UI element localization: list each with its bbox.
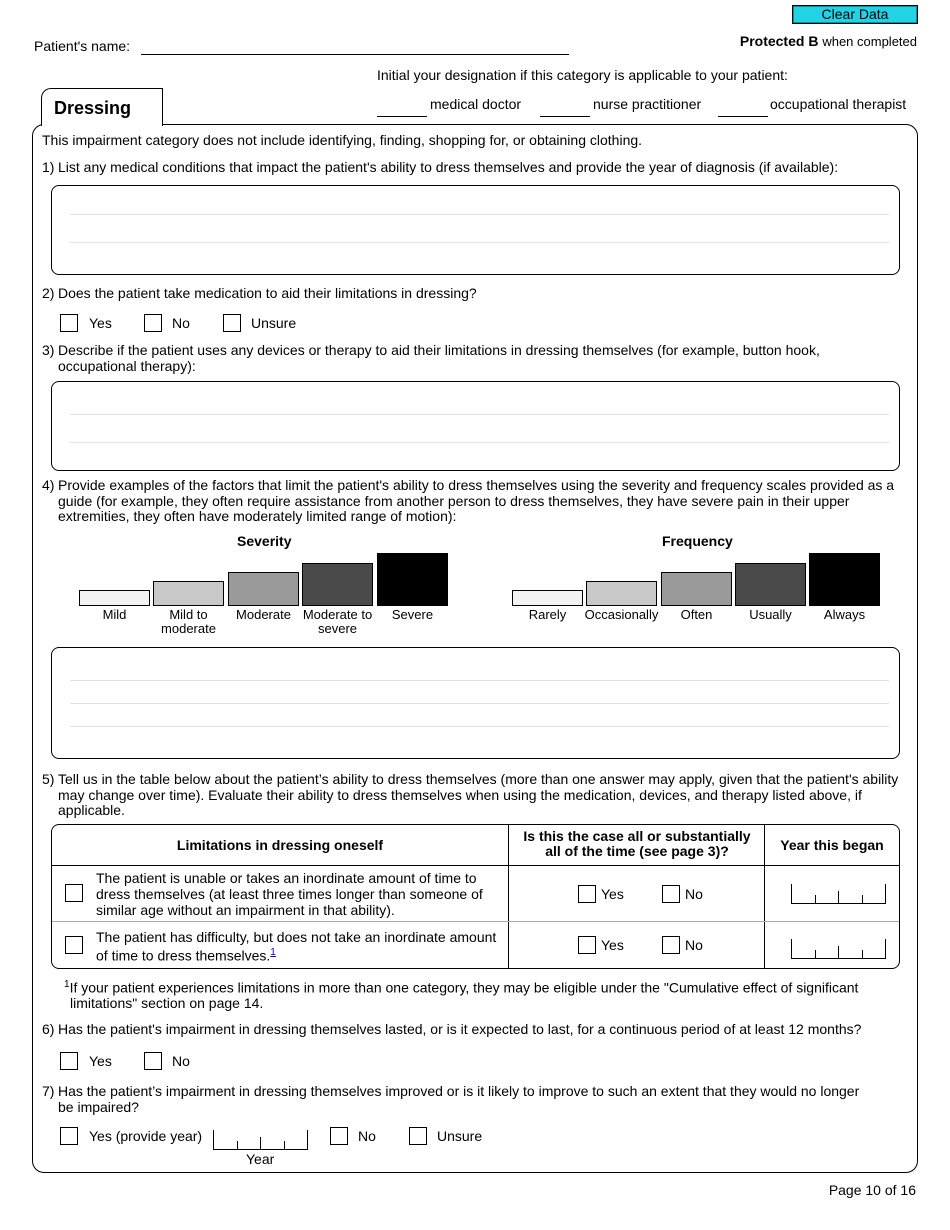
table-header-year-began: Year this began: [780, 837, 884, 853]
footnote: [64, 977, 904, 1011]
improve-no-label: No: [358, 1128, 376, 1144]
patient-name-field[interactable]: [141, 38, 569, 55]
duration-yes-checkbox[interactable]: [60, 1052, 78, 1070]
row2-limitation-checkbox[interactable]: [65, 936, 83, 954]
question-number: 4): [42, 477, 55, 493]
question-text: Does the patient take medication to aid their limitations in dressing?: [58, 285, 477, 301]
table-header-limitations: Limitations in dressing oneself: [176, 837, 384, 853]
row2-no-checkbox[interactable]: [662, 936, 680, 954]
question-number: 6): [42, 1021, 55, 1037]
row1-yes-checkbox[interactable]: [578, 885, 596, 903]
severity-title: Severity: [237, 533, 292, 549]
improve-no-checkbox[interactable]: [330, 1127, 348, 1145]
question-2: [42, 286, 912, 302]
frequency-label-usually: Usually: [749, 607, 792, 622]
initial-field-nurse-practitioner[interactable]: [540, 99, 590, 117]
row2-year-input[interactable]: [791, 939, 886, 959]
question-text-line-2: occupational therapy):: [58, 357, 196, 374]
table-header-all-of-the-time: Is this the case all or substantially all of the time (see page 3)?: [523, 828, 751, 859]
question-number: 3): [42, 342, 55, 358]
severity-label-mild: Mild: [102, 607, 127, 622]
frequency-bar-rarely: [512, 590, 583, 606]
question-text-line-1: Has the patient’s impairment in dressing themselves improved or is it likely to improve to such an extent that they would no longer: [58, 1083, 860, 1099]
question-number: 1): [42, 159, 55, 175]
designation-prompt: Initial your designation if this category is applicable to your patient:: [377, 67, 788, 83]
question-number: 2): [42, 285, 55, 301]
row1-yes-label: Yes: [601, 886, 624, 902]
section-tab: [41, 88, 163, 126]
question-4: [42, 478, 912, 525]
frequency-bar-occasionally: [586, 581, 657, 606]
question-6: [42, 1022, 912, 1038]
row1-no-label: No: [685, 886, 703, 902]
question-text: Has the patient's impairment in dressing themselves lasted, or is it expected to last, for a continuous period of at least 12 months?: [58, 1021, 862, 1037]
severity-bar-moderate: [228, 572, 299, 606]
clear-data-button[interactable]: Clear Data: [792, 5, 918, 24]
protected-strong: Protected B: [739, 33, 819, 49]
section-intro: This impairment category does not include identifying, finding, shopping for, or obtaining clothing.: [42, 132, 643, 148]
footnote-line-1: If your patient experiences limitations in more than one category, they may be eligible under the "Cumulative effect of significant: [69, 979, 859, 996]
severity-bar-moderate-to-severe: [302, 563, 373, 606]
medication-yes-checkbox[interactable]: [60, 314, 78, 332]
medication-yes-label: Yes: [89, 315, 112, 331]
designation-medical-doctor: medical doctor: [430, 96, 522, 112]
limiting-factors-textarea[interactable]: [51, 647, 900, 759]
initial-field-medical-doctor[interactable]: [377, 99, 427, 117]
question-text-line-2: be impaired?: [58, 1098, 139, 1115]
duration-no-label: No: [172, 1053, 190, 1069]
protected-rest: when completed: [822, 34, 917, 49]
row1-year-input[interactable]: [791, 884, 886, 904]
question-5: [42, 772, 912, 819]
medication-unsure-label: Unsure: [251, 315, 297, 331]
designation-nurse-practitioner: nurse practitioner: [593, 96, 702, 112]
medication-no-checkbox[interactable]: [144, 314, 162, 332]
severity-bar-mild: [79, 590, 150, 606]
improve-year-input[interactable]: [213, 1130, 308, 1150]
limitations-table: [51, 824, 900, 969]
question-text-line-1: Describe if the patient uses any devices or therapy to aid their limitations in dressing themselves (for example, button hook,: [58, 342, 820, 358]
question-text-line-3: applicable.: [58, 802, 125, 818]
frequency-bar-always: [809, 553, 880, 606]
row2-limitation-text-body: The patient has difficulty, but does not take an inordinate amount of time to dress themselves.: [96, 929, 497, 964]
question-text-line-1: Provide examples of the factors that limit the patient's ability to dress themselves using the severity and frequency scales provided as a: [58, 477, 895, 493]
row1-no-checkbox[interactable]: [662, 885, 680, 903]
footnote-link[interactable]: 1: [270, 947, 276, 958]
footnote-line-2: limitations" section on page 14.: [70, 994, 264, 1011]
question-text-line-3: extremities, they often have moderately limited range of motion):: [58, 508, 457, 524]
question-number: 5): [42, 771, 55, 787]
row1-limitation-text: The patient is unable or takes an inordinate amount of time to dress themselves (at least three times longer than someone of similar age without an impairment in that ability).: [96, 870, 483, 918]
row2-yes-label: Yes: [601, 937, 624, 953]
duration-yes-label: Yes: [89, 1053, 112, 1069]
section-title: Dressing: [54, 98, 132, 118]
frequency-bar-often: [661, 572, 732, 606]
designation-occupational-therapist: occupational therapist: [770, 96, 907, 112]
question-number: 7): [42, 1083, 55, 1099]
row2-yes-checkbox[interactable]: [578, 936, 596, 954]
severity-label-moderate: Moderate: [236, 607, 291, 622]
severity-bar-mild-to-moderate: [153, 581, 224, 606]
improve-unsure-label: Unsure: [437, 1128, 483, 1144]
severity-label-mild-to-moderate: Mild to moderate: [161, 607, 216, 636]
severity-label-severe: Severe: [391, 607, 434, 622]
medication-unsure-checkbox[interactable]: [223, 314, 241, 332]
improve-yes-checkbox[interactable]: [60, 1127, 78, 1145]
row1-limitation-checkbox[interactable]: [65, 884, 83, 902]
improve-yes-label: Yes (provide year): [89, 1128, 203, 1144]
question-text-line-1: Tell us in the table below about the patient’s ability to dress themselves (more than one answer may apply, given that the patient's ability: [58, 771, 899, 787]
frequency-bar-usually: [735, 563, 806, 606]
severity-label-moderate-to-severe: Moderate to severe: [302, 607, 373, 636]
initial-field-occupational-therapist[interactable]: [718, 99, 768, 117]
medication-no-label: No: [172, 315, 190, 331]
question-text: List any medical conditions that impact the patient's ability to dress themselves and provide the year of diagnosis (if available):: [58, 159, 839, 175]
page-number: Page 10 of 16: [828, 1182, 916, 1198]
improve-year-caption: Year: [246, 1151, 275, 1167]
frequency-label-occasionally: Occasionally: [584, 607, 659, 622]
frequency-label-often: Often: [680, 607, 713, 622]
duration-no-checkbox[interactable]: [144, 1052, 162, 1070]
question-text-line-2: may change over time). Evaluate their ability to dress themselves when using the medication, devices, and therapy listed above, if: [58, 786, 862, 803]
row2-no-label: No: [685, 937, 703, 953]
devices-therapy-textarea[interactable]: [51, 381, 900, 471]
tab-gap-cover: [42, 122, 162, 126]
protected-notice: [740, 33, 917, 49]
frequency-label-rarely: Rarely: [528, 607, 567, 622]
patient-name-label: Patient's name:: [34, 38, 131, 54]
footnote-mark: 1: [64, 979, 70, 990]
question-text-line-2: guide (for example, they often require assistance from another person to dress themselves, they have severe pain in their upper: [58, 492, 850, 509]
frequency-label-always: Always: [823, 607, 866, 622]
question-1: [42, 160, 912, 176]
row2-limitation-text: [96, 929, 506, 964]
question-3: [42, 343, 912, 374]
question-7: [42, 1084, 912, 1115]
medical-conditions-textarea[interactable]: [51, 185, 900, 275]
severity-bar-severe: [377, 553, 448, 606]
frequency-title: Frequency: [662, 533, 733, 549]
improve-unsure-checkbox[interactable]: [409, 1127, 427, 1145]
